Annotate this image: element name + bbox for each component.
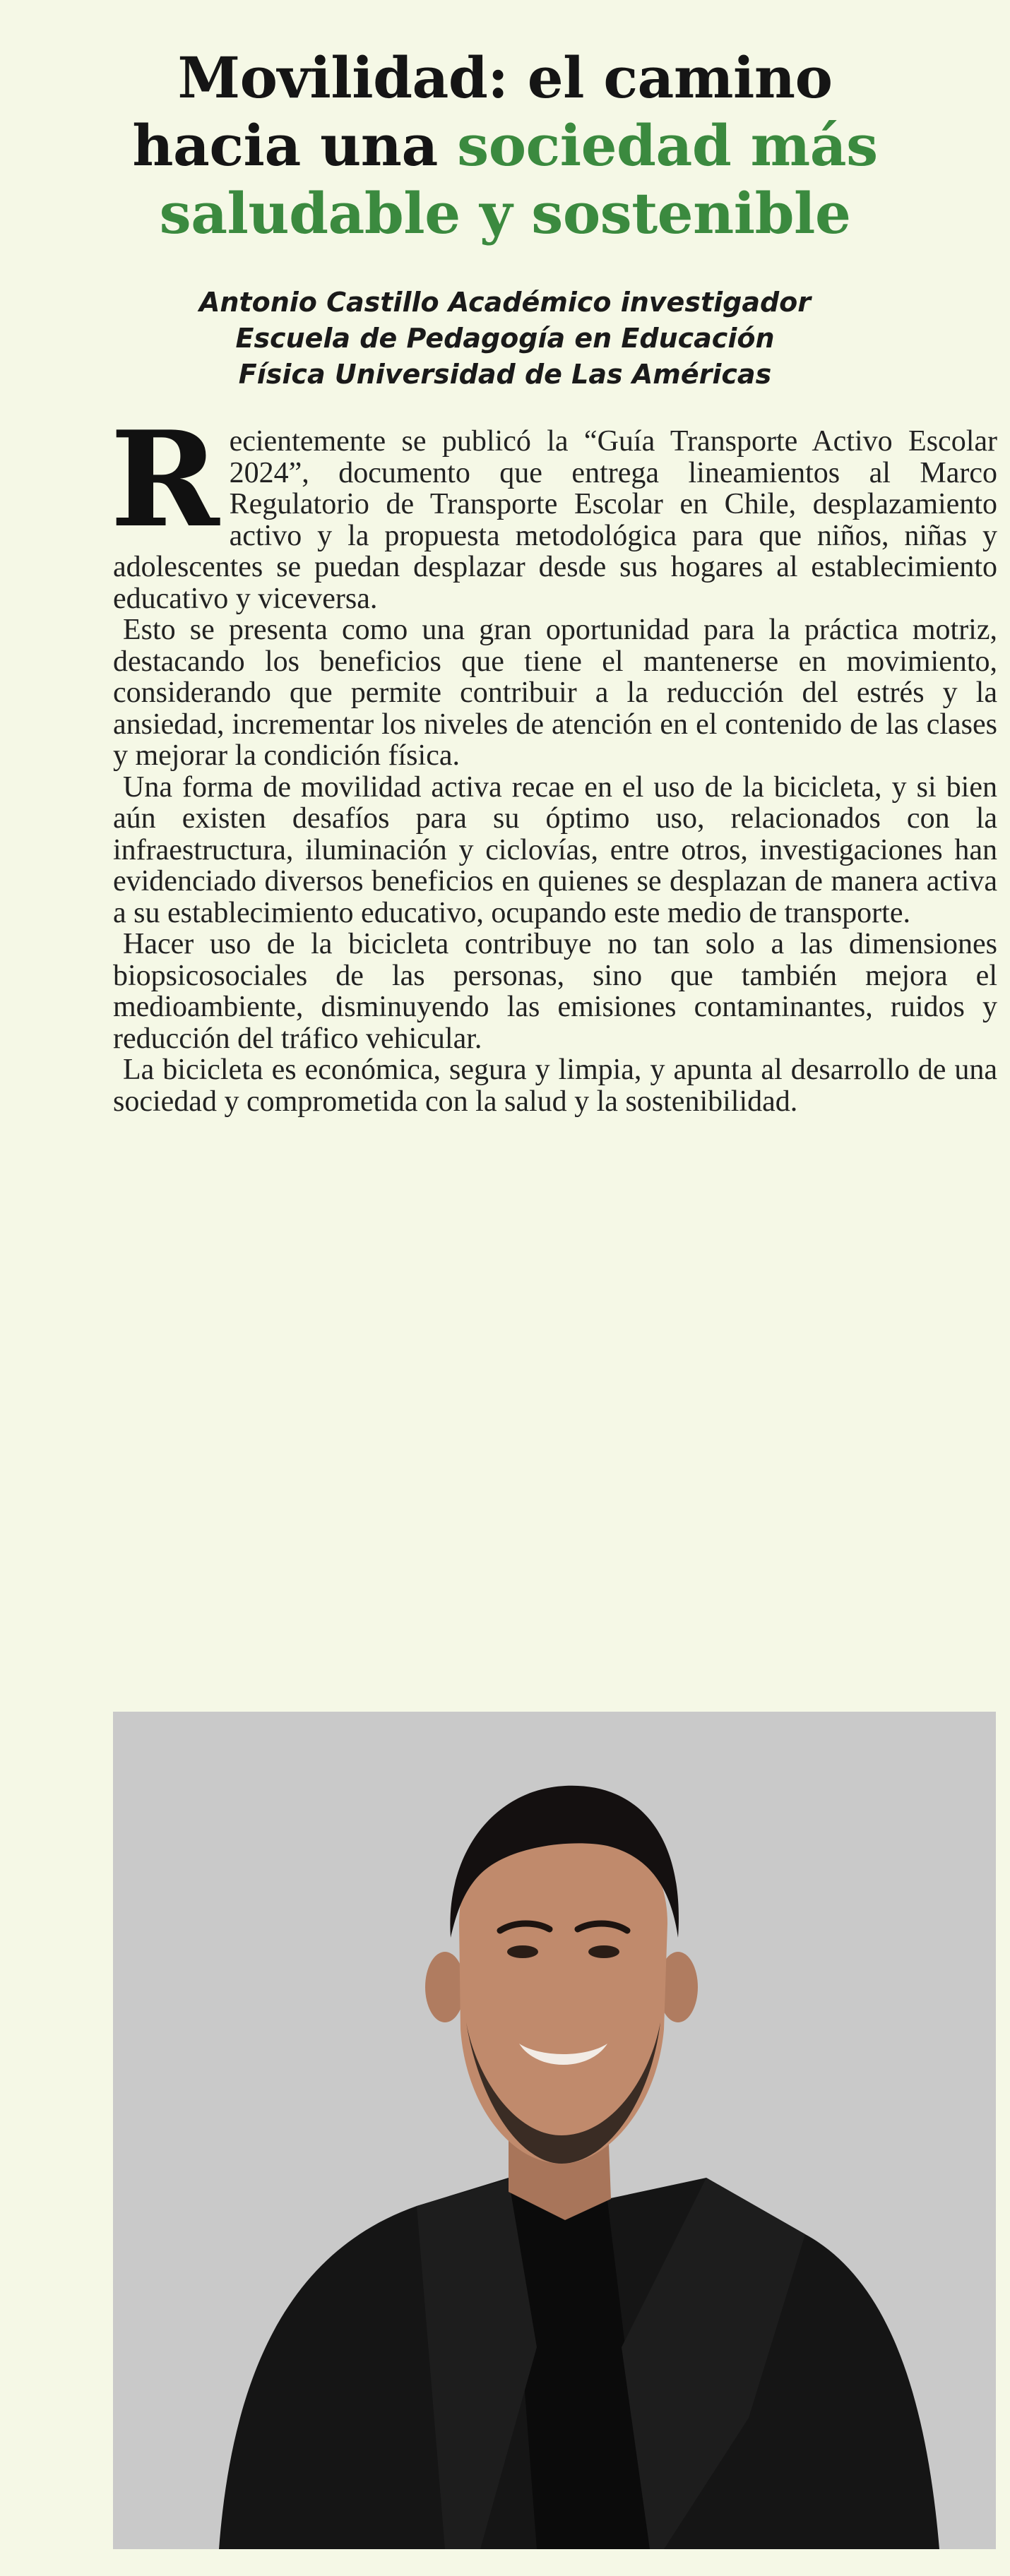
title-line-2 bbox=[71, 112, 939, 179]
title-line-3-highlight: saludable y sostenible bbox=[159, 180, 851, 246]
paragraph-1-text: ecientemente se publicó la “Guía Transporte Activo Escolar 2024”, documento que entrega lineamientos al Marco Regulatorio de Transporte Escolar en Chile, desplazamiento activo y la propuesta metodológica para que niños, niñas y adolescentes se puedan desplazar desde sus hogares al establecimiento educativo y viceversa. bbox=[113, 425, 997, 615]
article-title bbox=[71, 44, 939, 247]
author-portrait-photo bbox=[113, 1712, 996, 2549]
drop-cap: R bbox=[110, 402, 220, 556]
portrait-illustration bbox=[113, 1712, 996, 2549]
byline-line-1: Antonio Castillo Académico investigador bbox=[198, 287, 812, 318]
title-line-2-plain: hacia una bbox=[132, 112, 458, 179]
byline-line-2: Escuela de Pedagogía en Educación bbox=[235, 323, 775, 354]
author-byline bbox=[127, 285, 883, 393]
paragraph-4: Hacer uso de la bicicleta contribuye no tan solo a las dimensiones biopsicosociales de las personas, sino que también mejora el medioambiente, disminuyendo las emisiones contaminantes, ruidos y reducción del tráfico vehicular. bbox=[113, 928, 997, 1055]
article-body bbox=[110, 402, 997, 1118]
paragraph-5: La bicicleta es económica, segura y limpia, y apunta al desarrollo de una sociedad y comprometida con la salud y la sostenibilidad. bbox=[113, 1054, 997, 1118]
portrait-eye-left bbox=[507, 1945, 538, 1958]
byline-line-3: Física Universidad de Las Américas bbox=[238, 359, 772, 390]
portrait-ear-left bbox=[425, 1952, 465, 2022]
portrait-face bbox=[459, 1818, 667, 2164]
title-line-1: Movilidad: el camino bbox=[177, 44, 833, 111]
paragraph-2: Esto se presenta como una gran oportunidad para la práctica motriz, destacando los beneficios que tiene el mantenerse en movimiento, considerando que permite contribuir a la reducción del estrés y la ansiedad, incrementar los niveles de atención en el contenido de las clases y mejorar la condición física. bbox=[113, 614, 997, 772]
title-line-2-highlight: sociedad más bbox=[457, 112, 878, 179]
paragraph-3: Una forma de movilidad activa recae en el uso de la bicicleta, y si bien aún existen desafíos para su óptimo uso, relacionados con la infraestructura, iluminación y ciclovías, entre otros, investigaciones han evidenciado diversos beneficios en quienes se desplazan de manera activa a su establecimiento educativo, ocupando este medio de transporte. bbox=[113, 770, 997, 929]
portrait-eye-right bbox=[588, 1945, 619, 1958]
paragraph-1 bbox=[110, 402, 997, 615]
